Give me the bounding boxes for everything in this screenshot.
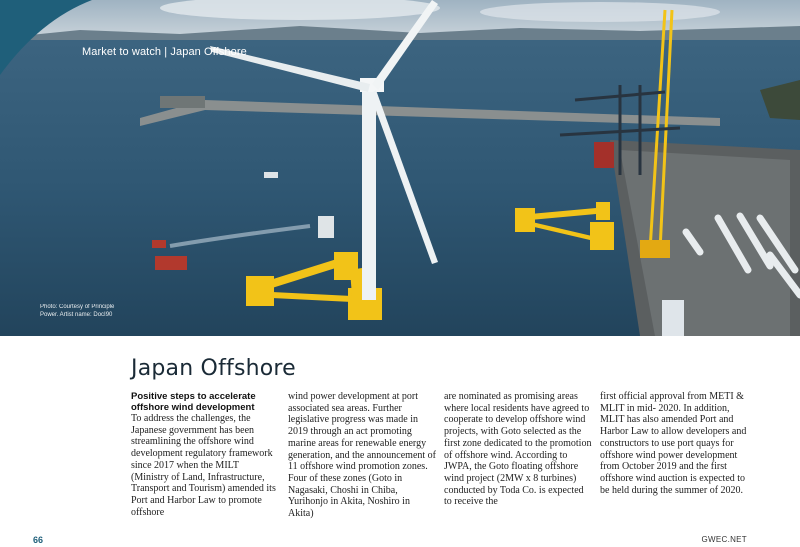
article-column-4	[600, 391, 748, 496]
site-url[interactable]: GWEC.NET	[701, 535, 747, 544]
page-number: 66	[33, 535, 44, 545]
article-column-1-text: To address the challenges, the Japanese government has been streamlining the offshore wind development regulatory framework since 2017 when the MILT (Ministry of Land, Infrastructure, Transport and Tourism) amended its Port and Harbor Law to promote offshore	[131, 413, 276, 518]
section-label: Market to watch | Japan Offshore	[82, 46, 247, 58]
article-column-3-text: are nominated as promising areas where local residents have agreed to cooperate to develop offshore wind projects, with Goto selected as the first zone dedicated to the promotion of offshore wind. According to JWPA, the Goto floating offshore wind project (2MW x 8 turbines) conducted by Toda Co. is expected to receive the	[444, 391, 592, 508]
article-column-1	[131, 391, 279, 518]
article-body	[131, 391, 747, 520]
article-column-3	[444, 391, 592, 508]
photo-credit-line-2: Power. Artist name: DocI90	[40, 312, 113, 318]
corner-accent	[0, 0, 100, 80]
article-column-2-text: wind power development at port associated sea areas. Further legislative progress was made in 2019 through an act promoting marine areas for renewable energy generation, and the announcement of 11 offshore wind promotion zones. Four of these zones (Goto in Nagasaki, Choshi in Chiba, Yurihonjo in Akita, Noshiro in Akita)	[288, 391, 436, 520]
article-column-2	[288, 391, 436, 520]
article-title: Japan Offshore	[131, 356, 296, 381]
article-lead: Positive steps to accelerate offshore wind development	[131, 391, 256, 413]
photo-credit	[40, 303, 114, 319]
article-column-4-text: first official approval from METI & MLIT in mid- 2020. In addition, MLIT has also amended Port and Harbor Law to allow developers and constructors to use port quays for offshore wind power development from October 2019 and the first offshore wind auction is expected to be held during the summer of 2020.	[600, 391, 747, 496]
photo-credit-line-1: Photo: Courtesy of Principle	[40, 304, 115, 310]
